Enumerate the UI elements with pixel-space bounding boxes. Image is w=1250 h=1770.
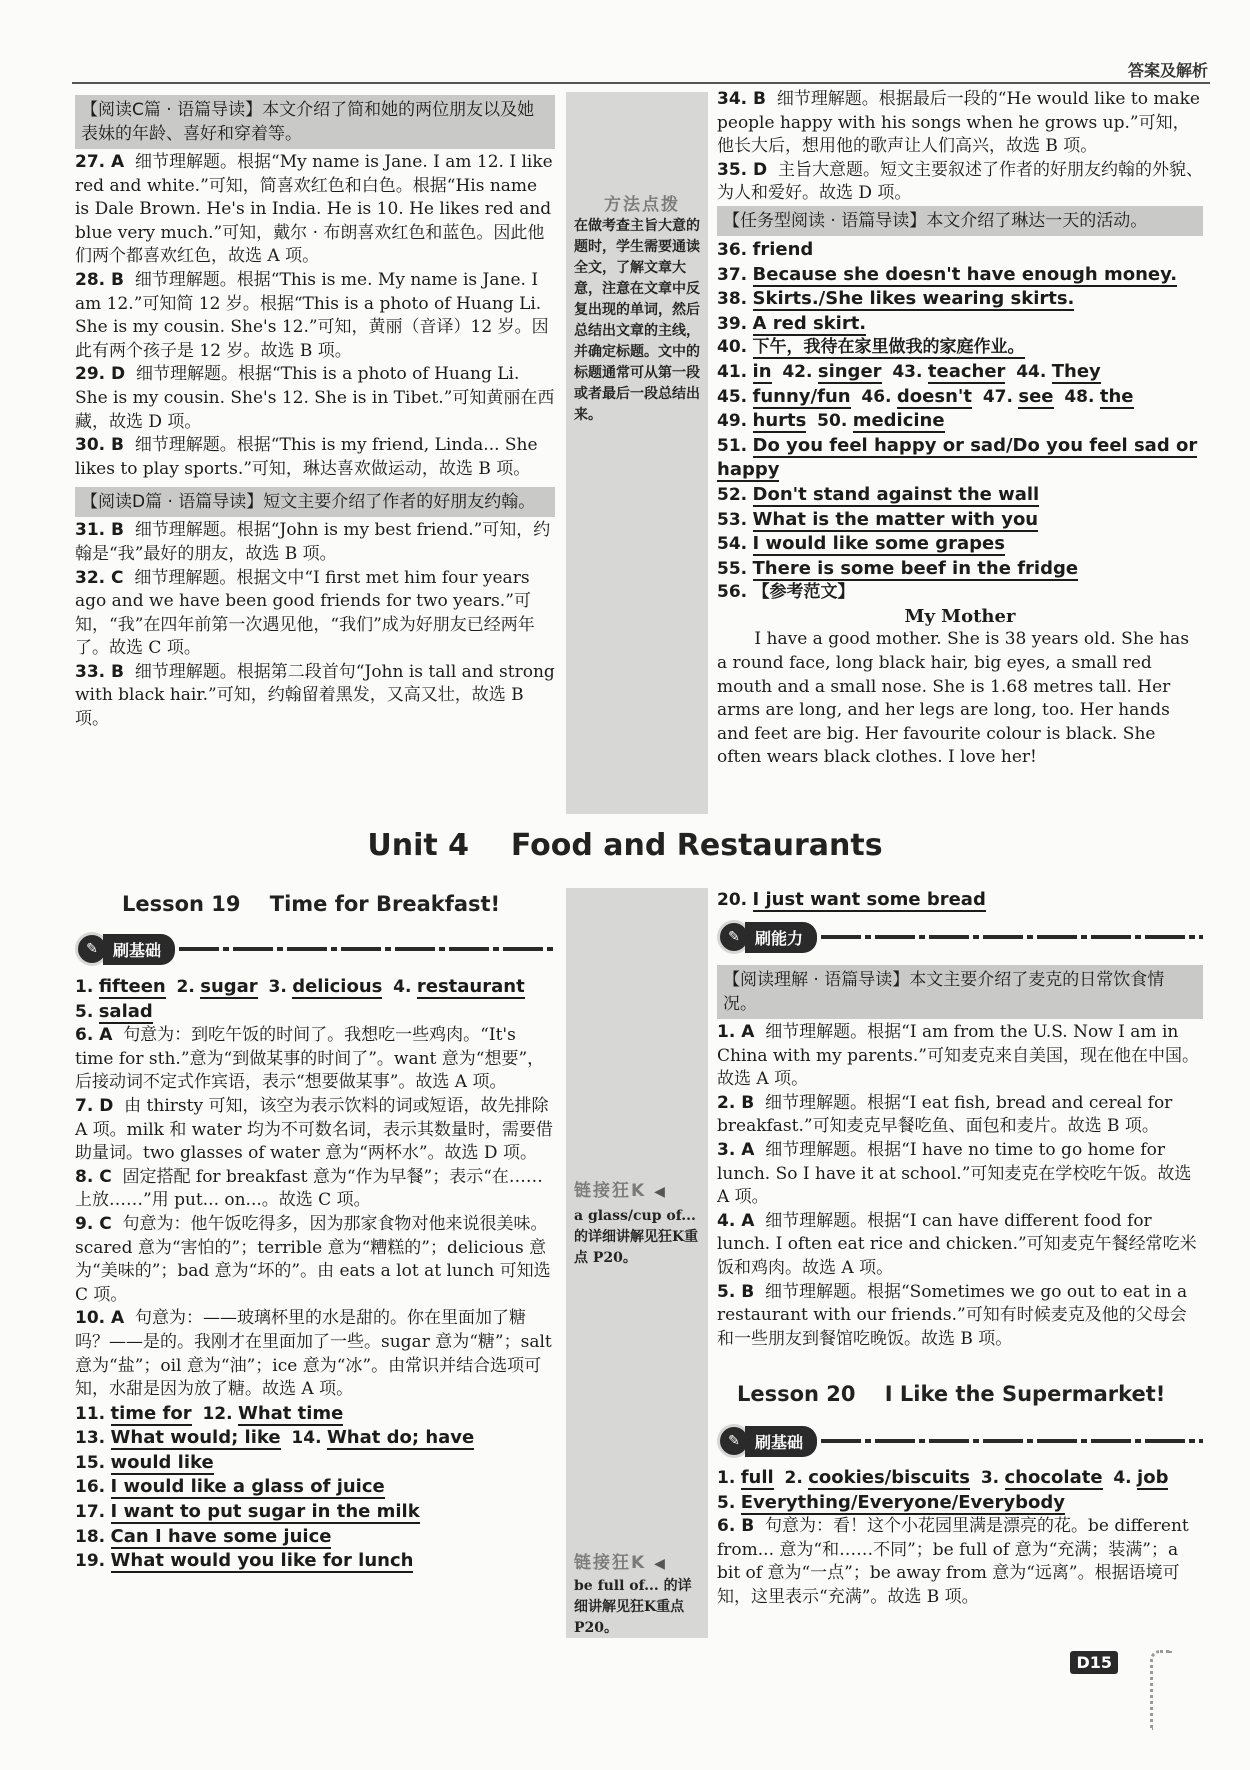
basic-badge-label: 刷基础 — [103, 934, 175, 965]
answers-11-12: 11. time for 12. What time — [75, 1402, 344, 1424]
answer-5: 5. salad — [75, 1000, 153, 1022]
answers-49-50: 49. hurts 50. medicine — [717, 410, 945, 432]
basic-badge-20 — [717, 1424, 1203, 1458]
method-tip-title: 方法点拨 — [604, 195, 680, 215]
basic-badge-label: 刷基础 — [745, 1426, 817, 1457]
pencil-icon: ✎ — [717, 1424, 751, 1458]
essay-body: I have a good mother. She is 38 years old. She has a round face, long black hair, big eyes, a small red mouth and a small nose. She is 1.68 metres tall. Her arms are long, and her legs are long, too. Her hands and feet are big. Her favourite colour is black. She often wears black clothes. I love her! — [717, 629, 1190, 768]
answer-40: 40. 下午，我待在家里做我的家庭作业。 — [717, 337, 1025, 358]
answers-45-48: 45. funny/fun 46. doesn't 47. see 48. the — [717, 385, 1134, 407]
link-sidebar — [566, 888, 708, 1638]
ability-badge — [717, 920, 1203, 954]
answers-13-14: 13. What would; like 14. What do; have — [75, 1427, 475, 1449]
lesson-20-title: Lesson 20 I Like the Supermarket! — [737, 1382, 1166, 1406]
arrow-left-icon: ◀ — [654, 1184, 667, 1200]
answer-51: 51. Do you feel happy or sad/Do you feel sad or happy — [717, 434, 1198, 481]
task-reading-guide: 【任务型阅读 · 语篇导读】本文介绍了琳达一天的活动。 — [717, 206, 1203, 236]
arrow-left-icon: ◀ — [654, 1556, 667, 1572]
answer-8: 8. C 固定搭配 for breakfast 意为“作为早餐”；表示“在……上放……”用 put... on...。故选 C 项。 — [75, 1166, 543, 1211]
lesson-20-answers — [717, 1466, 1203, 1610]
answer-7: 7. D 由 thirsty 可知，该空为表示饮料的词或短语，故先排除 A 项。milk 和 water 均为不可数名词，表示其数量时，需要借助量词。two glasses of water 意为“两杯水”。故选 D 项。 — [75, 1095, 553, 1164]
link-title-2: 链接狂K ◀ — [574, 1553, 667, 1573]
lesson-19-title: Lesson 19 Time for Breakfast! — [122, 892, 501, 916]
answer-6: 6. A 句意为：到吃午饭的时间了。我想吃一些鸡肉。“It's time for sth.”意为“到做某事的时间了”。want 意为“想要”，后接动词不定式作宾语，表示“想要做某事”。故选 A 项。 — [75, 1025, 545, 1093]
answer-33: 33. B 细节理解题。根据第二段首句“John is tall and strong with black hair.”可知，约翰留着黑发，又高又壮，故选 B 项。 — [75, 661, 555, 730]
answer-27: 27. A 细节理解题。根据“My name is Jane. I am 12. I like red and white.”可知，简喜欢红色和白色。根据“His name is Dale Brown. He's in India. He is 10. He likes red and blue very much.”可知，戴尔 · 布朗喜欢红色和蓝色。因此他们两个都喜欢红色，故选 A 项。 — [75, 152, 553, 267]
badge-rule — [821, 935, 1203, 939]
link-text-2: be full of... 的详细讲解见狂K重点 P20。 — [574, 1578, 692, 1636]
top-right-column — [717, 88, 1203, 770]
answer-28: 28. B 细节理解题。根据“This is me. My name is Jane. I am 12.”可知简 12 岁。根据“This is a photo of Huang Li. She is my cousin. She's 12.”可知，黄丽（音译）12 岁。因此有两个孩子是 12 岁。故选 B 项。 — [75, 269, 549, 361]
answer-30: 30. B 细节理解题。根据“This is my friend, Linda... She likes to play sports.”可知，琳达喜欢做运动，故选 B 项。 — [75, 435, 538, 479]
basic-badge-19 — [75, 932, 555, 966]
ability-badge-label: 刷能力 — [745, 922, 817, 953]
essay-title: My Mother — [904, 605, 1016, 627]
answer-55: 55. There is some beef in the fridge — [717, 557, 1079, 579]
page-number: D15 — [1070, 1651, 1118, 1674]
reading-answer-3: 3. A 细节理解题。根据“I have no time to go home for lunch. So I have it at school.”可知麦克在学校吃午饭。故选 A 项。 — [717, 1139, 1192, 1208]
link-title-1: 链接狂K ◀ — [574, 1181, 667, 1201]
link-text-1: a glass/cup of... 的详细讲解见狂K重点 P20。 — [574, 1208, 699, 1266]
method-tip-text: 在做考查主旨大意的题时，学生需要通读全文，了解文章大意，注意在文章中反复出现的单词，然后总结出文章的主线，并确定标题。文中的标题通常可从第一段或者最后一段总结出来。 — [574, 218, 700, 423]
answer-53: 53. What is the matter with you — [717, 508, 1039, 530]
badge-rule — [821, 1439, 1203, 1443]
answer-31: 31. B 细节理解题。根据“John is my best friend.”可知，约翰是“我”最好的朋友，故选 B 项。 — [75, 520, 551, 564]
reading-answer-4: 4. A 细节理解题。根据“I can have different food for lunch. I often eat rice and chicken.”可知麦克午餐经常吃米饭和鸡肉。故选 A 项。 — [717, 1210, 1197, 1278]
answer-15: 15. would like — [75, 1451, 214, 1473]
answers-1-4: 1. fifteen 2. sugar 3. delicious 4. restaurant — [75, 976, 525, 997]
answer-37: 37. Because she doesn't have enough money. — [717, 263, 1178, 285]
header-rule — [72, 82, 1210, 84]
answer-35: 35. D 主旨大意题。短文主要叙述了作者的好朋友约翰的外貌、为人和爱好。故选 D 项。 — [717, 159, 1203, 204]
answer-20: 20. I just want some bread — [717, 889, 986, 910]
method-tip-sidebar — [566, 92, 708, 814]
answer-9: 9. C 句意为：他午饭吃得多，因为那家食物对他来说很美味。scared 意为“害怕的”；terrible 意为“糟糕的”；delicious 意为“美味的”；bad 意为“坏的”。由 eats a lot at lunch 可知选 C 项。 — [75, 1213, 551, 1305]
answer-5: 5. Everything/Everyone/Everybody — [717, 1491, 1065, 1513]
reading-guide: 【阅读理解 · 语篇导读】本文主要介绍了麦克的日常饮食情况。 — [717, 965, 1203, 1019]
reading-c-guide: 【阅读C篇 · 语篇导读】本文介绍了简和她的两位朋友以及她表妹的年龄、喜好和穿着等。 — [75, 95, 555, 149]
top-left-column — [75, 95, 555, 732]
answers-1-4: 1. full 2. cookies/biscuits 3. chocolate 4. job — [717, 1467, 1169, 1488]
page-header: 答案及解析 — [1127, 61, 1208, 80]
reading-answer-2: 2. B 细节理解题。根据“I eat fish, bread and cereal for breakfast.”可知麦克早餐吃鱼、面包和麦片。故选 B 项。 — [717, 1092, 1173, 1137]
reading-answer-1: 1. A 细节理解题。根据“I am from the U.S. Now I am in China with my parents.”可知麦克来自美国，现在他在中国。故选 A 项。 — [717, 1022, 1199, 1090]
answer-29: 29. D 细节理解题。根据“This is a photo of Huang Li. She is my cousin. She's 12. She is in Tibet.”可知黄丽在西藏，故选 D 项。 — [75, 364, 555, 432]
lesson-19-answers — [75, 975, 555, 1574]
answer-34: 34. B 细节理解题。根据最后一段的“He would like to make people happy with his songs when he grows up.”可知，他长大后，想用他的歌声让人们高兴，故选 B 项。 — [717, 89, 1200, 157]
answers-41-44: 41. in 42. singer 43. teacher 44. They — [717, 360, 1101, 382]
reading-answer-5: 5. B 细节理解题。根据“Sometimes we go out to eat in a restaurant with our friends.”可知有时候麦克及他的父母会和一些朋友到餐馆吃晚饭。故选 B 项。 — [717, 1281, 1188, 1349]
corner-decoration — [1150, 1650, 1172, 1730]
answer-6: 6. B 句意为：看！这个小花园里满是漂亮的花。be different from... 意为“和……不同”；be full of 意为“充满；装满”；a bit of 意为“一点”；be away from 意为“远离”。根据语境可知，这里表示“充满”。故选 B 项。 — [717, 1516, 1189, 1607]
badge-rule — [179, 947, 555, 951]
answer-18: 18. Can I have some juice — [75, 1525, 332, 1547]
answer-32: 32. C 细节理解题。根据文中“I first met him four years ago and we have been good friends for two years.”可知，“我”在四年前第一次遇见他，“我们”成为好朋友已经两年了。故选 C 项。 — [75, 567, 535, 659]
answer-54: 54. I would like some grapes — [717, 533, 1005, 555]
answer-19: 19. What would you like for lunch — [75, 1550, 414, 1572]
answer-36: 36. friend — [717, 238, 814, 260]
answer-38: 38. Skirts./She likes wearing skirts. — [717, 288, 1075, 310]
answer-56: 56. 【参考范文】 — [717, 582, 855, 603]
answer-10: 10. A 句意为：——玻璃杯里的水是甜的。你在里面加了糖吗？——是的。我刚才在里面加了一些。sugar 意为“糖”；salt 意为“盐”；oil 意为“油”；ice 意为“冰”。由常识并结合选项可知，水甜是因为放了糖。故选 A 项。 — [75, 1308, 552, 1400]
reading-d-guide: 【阅读D篇 · 语篇导读】短文主要介绍了作者的好朋友约翰。 — [75, 487, 555, 517]
pencil-icon: ✎ — [75, 932, 109, 966]
unit-title: Unit 4 Food and Restaurants — [367, 828, 883, 863]
answer-39: 39. A red skirt. — [717, 312, 867, 334]
answer-16: 16. I would like a glass of juice — [75, 1476, 385, 1498]
answer-52: 52. Don't stand against the wall — [717, 483, 1040, 505]
reading-answers — [717, 965, 1203, 1351]
answer-17: 17. I want to put sugar in the milk — [75, 1501, 420, 1523]
pencil-icon: ✎ — [717, 920, 751, 954]
lesson-19-right-answers — [717, 888, 1203, 913]
